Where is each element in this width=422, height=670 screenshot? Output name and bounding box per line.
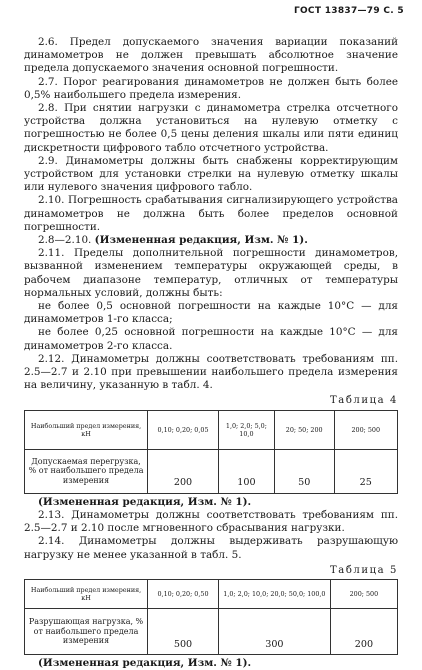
table-5-value: 500 [148, 608, 219, 654]
table-5-row [25, 608, 398, 654]
paragraph-2-11: 2.11. Пределы дополнительной погрешности динамометров, вызванной изменением температуры окружающей среды, в рабочем диапазоне температур, отличных от температуры нормальных условий, должны быть: [24, 247, 398, 299]
table-5-header-label: Наибольший предел измерения, кН [25, 579, 148, 608]
table-4-header-cell: 0,10; 0,20; 0,05 [148, 410, 219, 449]
table-5 [24, 579, 398, 655]
paragraph-2-11-a: не более 0,5 основной погрешности на каждые 10°C — для динамометров 1-го класса; [24, 300, 398, 326]
table-4-header-cell: 20; 50; 200 [274, 410, 334, 449]
paragraph-2-6: 2.6. Предел допускаемого значения вариации показаний динамометров не должен превышать абсолютное значение предела допускаемого значения основной погрешности. [24, 36, 398, 75]
paragraph-2-7: 2.7. Порог реагирования динамометров не должен быть более 0,5% наибольшего предела измерения. [24, 75, 398, 101]
table-5-header-cell: 200; 500 [330, 579, 397, 608]
paragraph-2-14: 2.14. Динамометры должны выдерживать разрушающую нагрузку не менее указанной в табл. 5. [24, 535, 398, 561]
table-4-header-cell: 200; 500 [334, 410, 397, 449]
table-4-value: 25 [334, 449, 397, 493]
table-4-row-label: Допускаемая перегрузка, % от наибольшего предела измерения [25, 449, 148, 493]
table-4-value: 100 [218, 449, 274, 493]
table-4-caption: Таблица 4 [329, 395, 398, 407]
table-4-value: 50 [274, 449, 334, 493]
paragraph-2-8: 2.8. При снятии нагрузки с динамометра стрелка отсчетного устройства должна установиться на нулевую отметку с погрешностью не более 0,5 цены деления шкалы или пяти единиц дискретности цифрового табло отсчетного устройства. [24, 102, 398, 154]
edit-note-2: (Измененная редакция, Изм. № 1). [38, 495, 252, 508]
edit-note-1-prefix: 2.8—2.10. [38, 234, 92, 247]
table-5-header-cell: 0,10; 0,20; 0,50 [148, 579, 219, 608]
paragraph-2-12: 2.12. Динамометры должны соответствовать требованиям пп. 2.5—2.7 и 2.10 при превышении наибольшего предела измерения на величину, указанную в табл. 4. [24, 352, 398, 392]
table-5-row-label: Разрушающая нагрузка, % от наибольшего предела измерения [25, 608, 148, 654]
table-5-value: 300 [218, 608, 330, 654]
paragraph-2-10: 2.10. Погрешность срабатывания сигнализирующего устройства динамометров не должна быть более пределов основной погрешности. [24, 194, 398, 233]
table-4-header-label: Наибольший предел измерения, кН [25, 410, 148, 449]
edit-note-3: (Измененная редакция, Изм. № 1). [38, 656, 252, 669]
page-header: ГОСТ 13837—79 С. 5 [293, 6, 404, 16]
edit-note-1 [24, 234, 398, 247]
table-5-header-row [25, 579, 398, 608]
table-4 [24, 410, 398, 494]
table-4-header-cell: 1,0; 2,0; 5,0; 10,0 [218, 410, 274, 449]
table-5-value: 200 [330, 608, 397, 654]
paragraph-2-11-b: не более 0,25 основной погрешности на каждые 10°C — для динамометров 2-го класса. [24, 326, 398, 352]
paragraph-2-9: 2.9. Динамометры должны быть снабжены корректирующим устройством для установки стрелки на нулевую отметку шкалы или нулевого значения цифрового табло. [24, 154, 398, 194]
table-4-header-row [25, 410, 398, 449]
table-4-value: 200 [148, 449, 219, 493]
document-body [24, 36, 398, 670]
table-5-header-cell: 1,0; 2,0; 10,0; 20,0; 50,0; 100,0 [218, 579, 330, 608]
table-5-caption: Таблица 5 [329, 564, 398, 576]
paragraph-2-13: 2.13. Динамометры должны соответствовать требованиям пп. 2.5—2.7 и 2.10 после мгновенного сбрасывания нагрузки. [24, 508, 398, 535]
edit-note-1-text: (Измененная редакция, Изм. № 1). [94, 234, 308, 247]
table-4-row [25, 449, 398, 493]
